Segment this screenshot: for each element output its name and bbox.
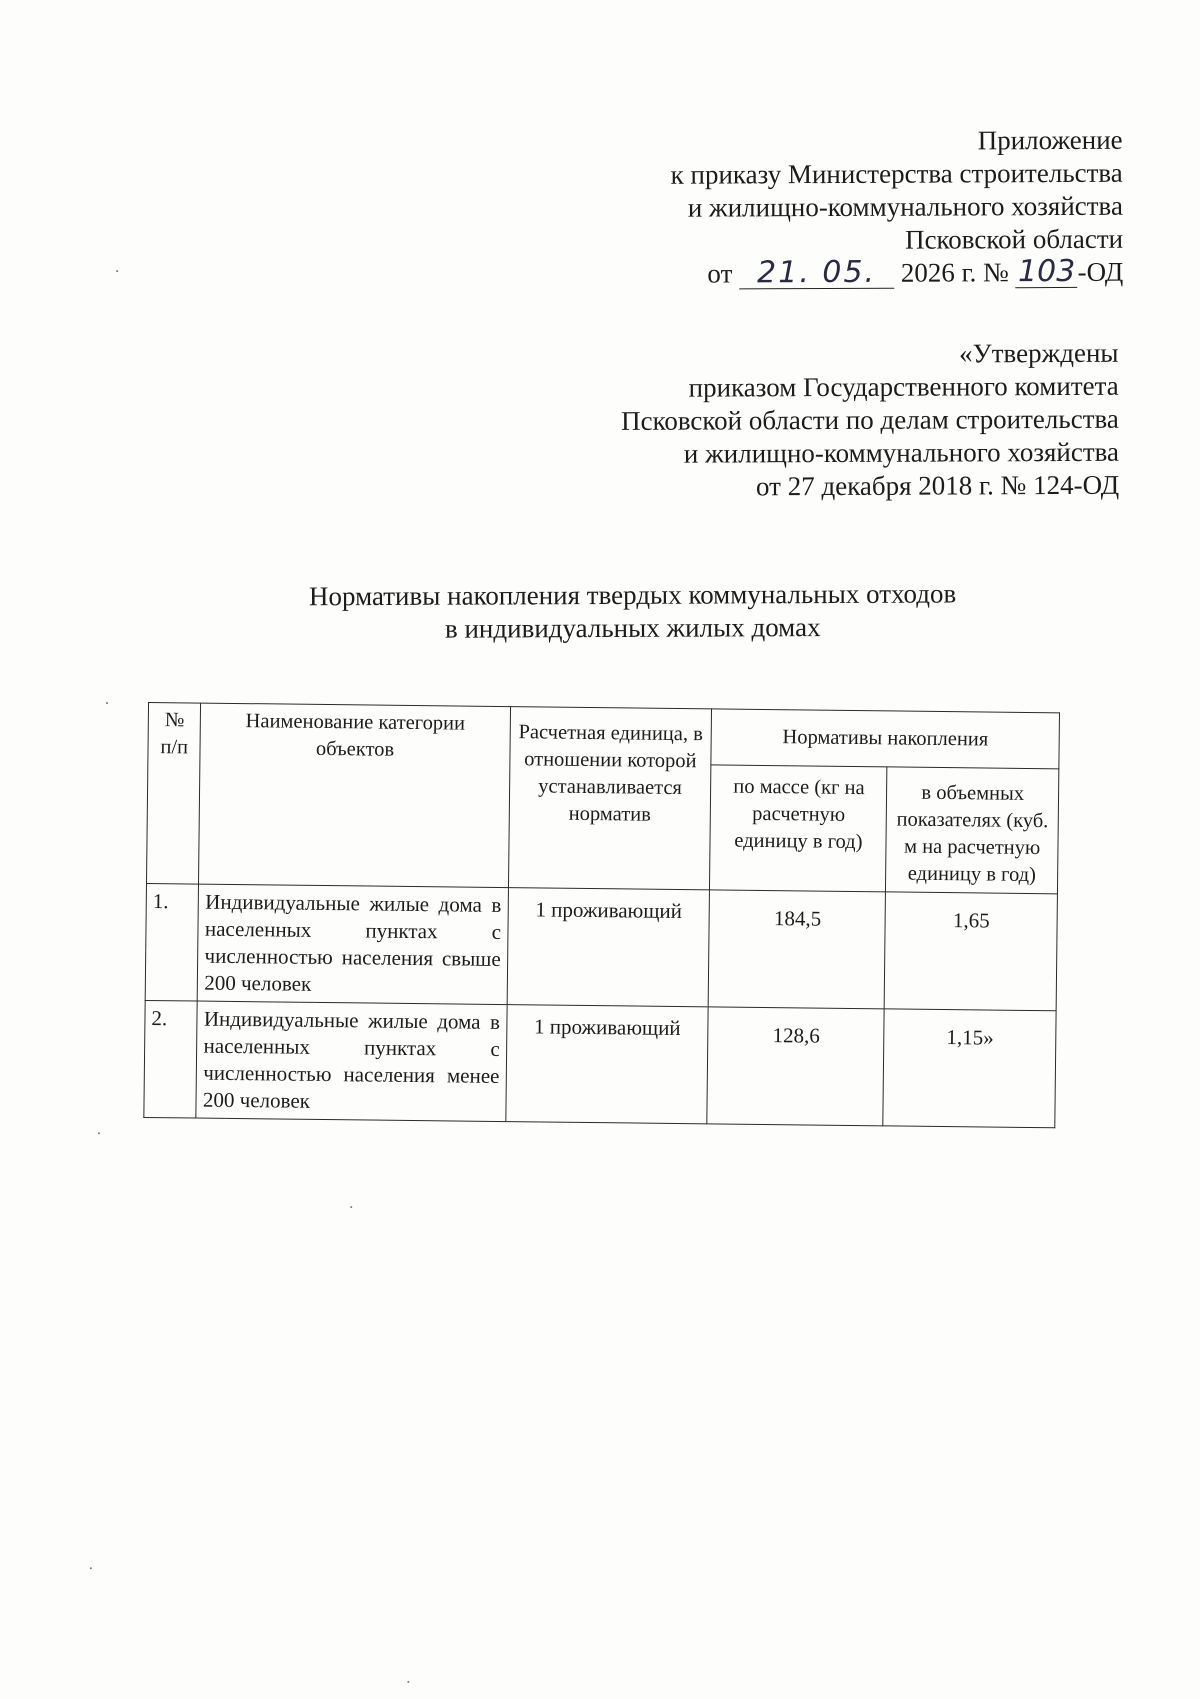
date-prefix: от	[707, 258, 733, 289]
table-header-row	[148, 702, 1060, 768]
approved-line: от 27 декабря 2018 г. № 124-ОД	[755, 469, 1120, 502]
row-mass: 184,5	[708, 890, 885, 1009]
approved-line: и жилищно-коммунального хозяйства	[683, 436, 1120, 469]
scan-speck	[116, 270, 118, 272]
table-row	[145, 883, 1057, 1010]
document-title	[273, 577, 993, 646]
approved-header	[621, 337, 1119, 504]
scan-speck	[407, 1681, 409, 1683]
row-name: Индивидуальные жилые дома в населенных пунктах с численностью населения менее 200 человек	[196, 1001, 506, 1121]
year-text: 2026 г. №	[900, 257, 1009, 288]
header-name: Наименование категории объектов	[199, 703, 510, 887]
row-unit: 1 проживающий	[507, 888, 710, 1007]
title-line-1: Нормативы накопления твердых коммунальных отходов	[308, 578, 957, 612]
approved-line: приказом Государственного комитета	[688, 370, 1119, 403]
scan-speck	[106, 702, 108, 704]
appendix-line: Приложение	[977, 124, 1123, 156]
table-row	[144, 1000, 1056, 1127]
handwritten-number: 103	[1016, 257, 1078, 288]
number-suffix: -ОД	[1077, 256, 1124, 287]
approved-line: «Утверждены	[959, 337, 1119, 369]
header-unit: Расчетная единица, в отношении которой устанавливается норматив	[508, 707, 712, 890]
appendix-line: к приказу Министерства строительства	[670, 157, 1123, 190]
scan-speck	[90, 1567, 92, 1569]
row-num: 2.	[144, 1000, 198, 1118]
title-line-2: в индивидуальных жилых домах	[444, 612, 821, 644]
appendix-date-line	[671, 253, 1124, 291]
header-norms: Нормативы накопления	[711, 709, 1059, 769]
header-mass: по массе (кг на расчетную единицу в год)	[710, 765, 887, 892]
handwritten-date: 21. 05.	[739, 258, 894, 290]
row-mass: 128,6	[707, 1007, 884, 1126]
appendix-header	[670, 124, 1123, 291]
row-volume: 1,15»	[883, 1009, 1056, 1128]
norms-table	[143, 702, 1060, 1128]
row-volume: 1,65	[885, 892, 1058, 1011]
row-name: Индивидуальные жилые дома в населенных пунктах с численностью населения свыше 200 человек	[198, 884, 508, 1004]
row-unit: 1 проживающий	[505, 1005, 708, 1124]
header-volume: в объемных показателях (куб. м на расчетную единицу в год)	[886, 767, 1059, 894]
scan-speck	[98, 1132, 100, 1134]
header-num: № п/п	[146, 702, 201, 884]
scan-speck	[350, 1206, 352, 1208]
row-num: 1.	[145, 883, 199, 1001]
appendix-line: и жилищно-коммунального хозяйства	[687, 190, 1123, 223]
approved-line: Псковской области по делам строительства	[621, 403, 1119, 436]
appendix-line: Псковской области	[904, 223, 1124, 255]
